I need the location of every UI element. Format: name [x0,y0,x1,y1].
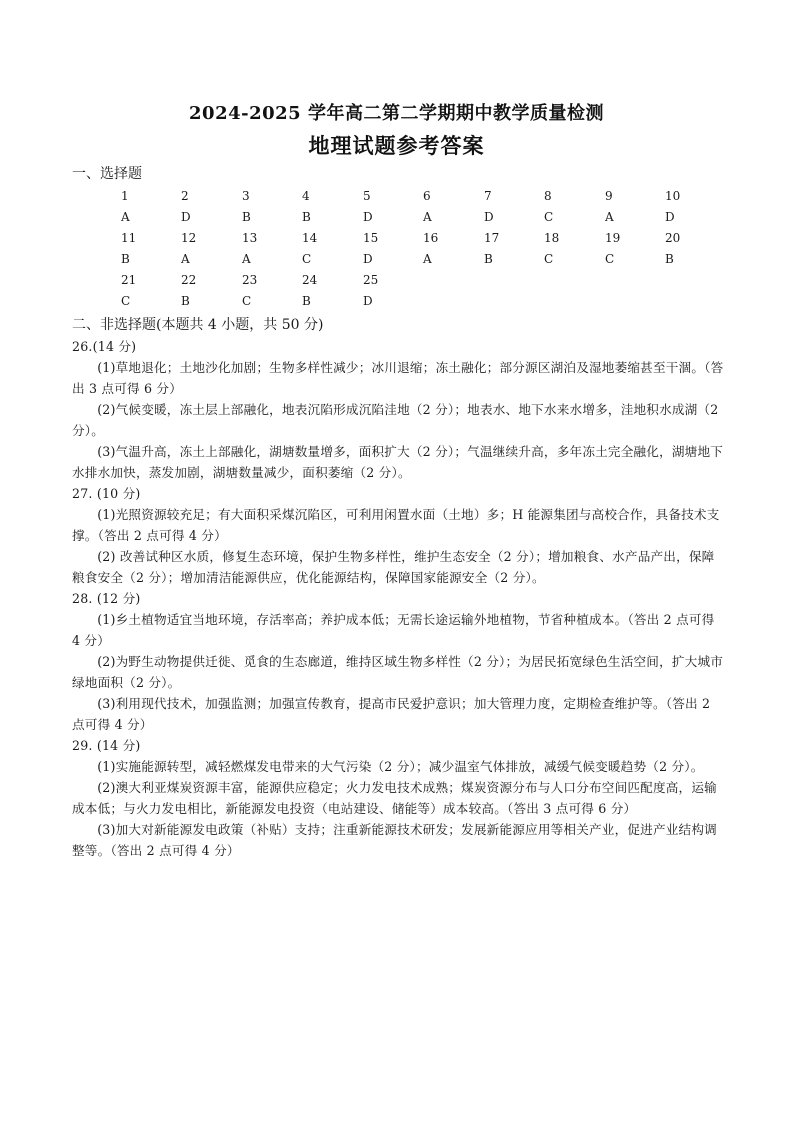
question-number: 10 [665,189,681,203]
section-open-questions-heading: 二、非选择题(本题共 4 小题，共 50 分) [72,317,324,333]
answer-letter: D [363,252,373,266]
answer-letter: B [181,294,190,308]
question-number: 4 [302,189,310,203]
exam-subtitle: 地理试题参考答案 [308,133,485,158]
answer-letter: C [544,252,554,266]
question-number: 22 [181,273,197,287]
question-number: 16 [423,231,439,245]
answer-letter: D [665,210,675,224]
answer-part: (1)草地退化；土地沙化加剧；生物多样性减少；冰川退缩；冻土融化；部分源区湖泊及湿地萎缩甚至干涸。（答出 3 点可得 6 分） [72,360,724,396]
answer-letter: B [302,210,311,224]
answer-letter: D [363,294,373,308]
question-number: 1 [121,189,129,203]
question-header: 27. (10 分) [72,486,141,501]
question-number: 8 [544,189,552,203]
question-number: 13 [242,231,258,245]
answer-letter: C [544,210,554,224]
answer-letter: C [605,252,615,266]
question-number: 18 [544,231,560,245]
answer-part: (3)气温升高，冻土上部融化，湖塘数量增多，面积扩大（2 分）；气温继续升高，多年冻土完全融化，湖塘地下水排水加快，蒸发加剧，湖塘数量减少，面积萎缩（2 分）。 [72,444,724,480]
section-multiple-choice-heading: 一、选择题 [72,166,142,182]
question-number: 25 [363,273,379,287]
question-number: 20 [665,231,681,245]
question-number: 15 [363,231,379,245]
answer-letter: B [484,252,493,266]
question-number: 5 [363,189,371,203]
answer-letter: A [423,210,432,224]
question-header: 29. (14 分) [72,738,141,753]
question-number: 24 [302,273,318,287]
answer-letter: B [665,252,674,266]
question-number: 2 [181,189,189,203]
answer-letter: D [181,210,191,224]
answer-letter: A [181,252,190,266]
question-number: 17 [484,231,500,245]
answer-letter: A [605,210,614,224]
open-question-answers [72,336,724,861]
answer-part: (2) 改善试种区水质，修复生态环境，保护生物多样性，维护生态安全（2 分）；增加粮食、水产品产出，保障粮食安全（2 分）；增加清洁能源供应，优化能源结构，保障国家能源安全（2 分）。 [72,549,715,585]
answer-letter: A [423,252,432,266]
question-number: 21 [121,273,137,287]
question-number: 14 [302,231,318,245]
answer-letter: B [302,294,311,308]
answer-part: (3)利用现代技术，加强监测；加强宣传教育，提高市民爱护意识；加大管理力度，定期检查维护等。（答出 2 点可得 4 分） [72,696,711,732]
answer-letter: C [242,294,252,308]
question-number: 11 [121,231,137,245]
question-header: 28. (12 分) [72,591,141,606]
question-number: 7 [484,189,492,203]
exam-title: 2024-2025 学年高二第二学期期中教学质量检测 [189,103,604,124]
answer-letter: D [484,210,494,224]
answer-letter: B [242,210,251,224]
question-number: 19 [605,231,621,245]
question-number: 12 [181,231,197,245]
question-header: 26.(14 分) [72,339,137,354]
answer-letter: A [242,252,251,266]
answer-part: (1)光照资源较充足；有大面积采煤沉陷区，可利用闲置水面（土地）多；H 能源集团与高校合作，具备技术支撑。（答出 2 点可得 4 分） [72,507,720,543]
question-number: 6 [423,189,431,203]
answer-part: (2)气候变暖，冻土层上部融化，地表沉陷形成沉陷洼地（2 分）；地表水、地下水来水增多，洼地积水成湖（2 分）。 [72,402,719,438]
answer-letter: A [121,210,130,224]
answer-part: (1)实施能源转型，减轻燃煤发电带来的大气污染（2 分）；减少温室气体排放，减缓气候变暖趋势（2 分）。 [97,759,704,774]
answer-part: (1)乡土植物适宜当地环境，存活率高；养护成本低；无需长途运输外地植物，节省种植成本。（答出 2 点可得 4 分） [72,612,715,648]
question-number: 9 [605,189,613,203]
answer-part: (2)澳大利亚煤炭资源丰富，能源供应稳定；火力发电技术成熟；煤炭资源分布与人口分布空间匹配度高，运输成本低；与火力发电相比，新能源发电投资（电站建设、储能等）成本较高。（答出 3 点可得 6 分） [72,780,717,816]
question-number: 3 [242,189,250,203]
answer-letter: C [121,294,131,308]
question-number: 23 [242,273,258,287]
answer-part: (2)为野生动物提供迁徙、觅食的生态廊道，维持区域生物多样性（2 分）；为居民拓宽绿色生活空间，扩大城市绿地面积（2 分）。 [72,654,724,690]
answer-letter: C [302,252,312,266]
answer-part: (3)加大对新能源发电政策（补贴）支持；注重新能源技术研发；发展新能源应用等相关产业，促进产业结构调整等。（答出 2 点可得 4 分） [72,822,717,858]
answer-letter: B [121,252,130,266]
answer-letter: D [363,210,373,224]
